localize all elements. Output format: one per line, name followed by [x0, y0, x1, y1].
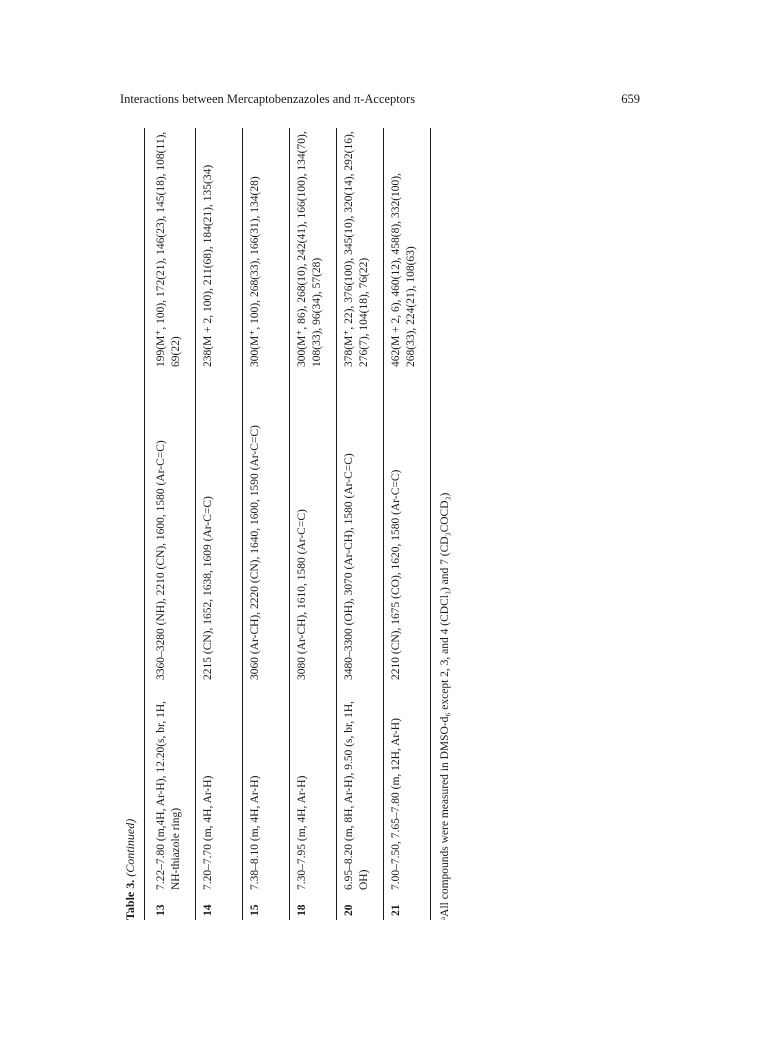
ir-data: 3360–3280 (NH), 2210 (CN), 1600, 1580 (Ar-C=C): [155, 440, 167, 680]
table-row: [243, 128, 290, 920]
table-row: [337, 128, 384, 920]
nmr-data: 7.20–7.70 (m, 4H, Ar-H): [202, 775, 214, 890]
table-row: [290, 128, 337, 920]
table-caption-continued: (Continued): [123, 818, 137, 877]
table-caption: [123, 819, 138, 920]
table-row: [196, 128, 243, 920]
table-caption-label: Table 3.: [123, 879, 137, 920]
table-footnote: ᵃAll compounds were measured in DMSO-d₆ except 2, 3, and 4 (CDCl₃) and 7 (CD₃COCD₃): [439, 492, 451, 920]
page-number: 659: [621, 92, 640, 106]
ir-data: 3060 (Ar-CH), 2220 (CN), 1640, 1600, 1590 (Ar-C=C): [249, 425, 261, 680]
compound-number: 18: [296, 904, 308, 916]
ir-data: 3480–3300 (OH), 3070 (Ar-CH), 1580 (Ar-C=C): [343, 453, 355, 680]
ms-data: 300(M⁺, 86), 268(10), 242(41), 166(100), 134(70), 108(33), 96(34), 57(28): [296, 131, 323, 367]
table-row: [384, 128, 431, 920]
ms-data: 238(M + 2, 100), 211(68), 184(21), 135(34): [202, 164, 214, 367]
running-head: [120, 90, 640, 108]
compound-number: 14: [202, 904, 214, 916]
ms-data: 462(M + 2, 6), 460(12), 458(8), 332(100), 268(33), 224(21), 108(63): [390, 173, 417, 367]
ms-data: 378(M⁺, 22), 376(100), 345(10), 320(14), 292(16), 276(7), 104(18), 76(22): [343, 131, 370, 367]
nmr-data: 7.22–7.80 (m,4H, Ar-H), 12.20(s, br, 1H, NH-thiazole ring): [155, 700, 182, 890]
table-row: [149, 128, 196, 920]
table-top-rule: [144, 128, 145, 920]
ms-data: 199(M⁺, 100), 172(21), 146(23), 145(18), 108(11), 69(22): [155, 131, 182, 367]
rotated-table-container: [120, 128, 450, 920]
compound-number: 13: [155, 904, 167, 916]
ir-data: 2210 (CN), 1675 (CO), 1620, 1580 (Ar-C=C): [390, 469, 402, 680]
running-head-title: Interactions between Mercaptobenzazoles and π-Acceptors: [120, 92, 416, 106]
nmr-data: 7.30–7.95 (m, 4H, Ar-H): [296, 775, 308, 890]
ms-data: 300(M⁺, 100), 268(33), 166(31), 134(28): [249, 176, 261, 367]
ir-data: 3080 (Ar-CH), 1610, 1580 (Ar-C=C): [296, 509, 308, 680]
nmr-data: 7.38–8.10 (m, 4H, Ar-H): [249, 775, 261, 890]
table-3: [120, 128, 450, 920]
nmr-data: 7.00–7.50, 7.65–7.80 (m, 12H, Ar-H): [390, 718, 402, 890]
compound-number: 15: [249, 904, 261, 916]
table-body: [149, 128, 431, 920]
compound-number: 21: [390, 904, 402, 916]
nmr-data: 6.95–8.20 (m, 8H, Ar-H), 9.50 (s, br, 1H, OH): [343, 700, 370, 890]
ir-data: 2215 (CN), 1652, 1638, 1609 (Ar-C=C): [202, 496, 214, 680]
compound-number: 20: [343, 904, 355, 916]
